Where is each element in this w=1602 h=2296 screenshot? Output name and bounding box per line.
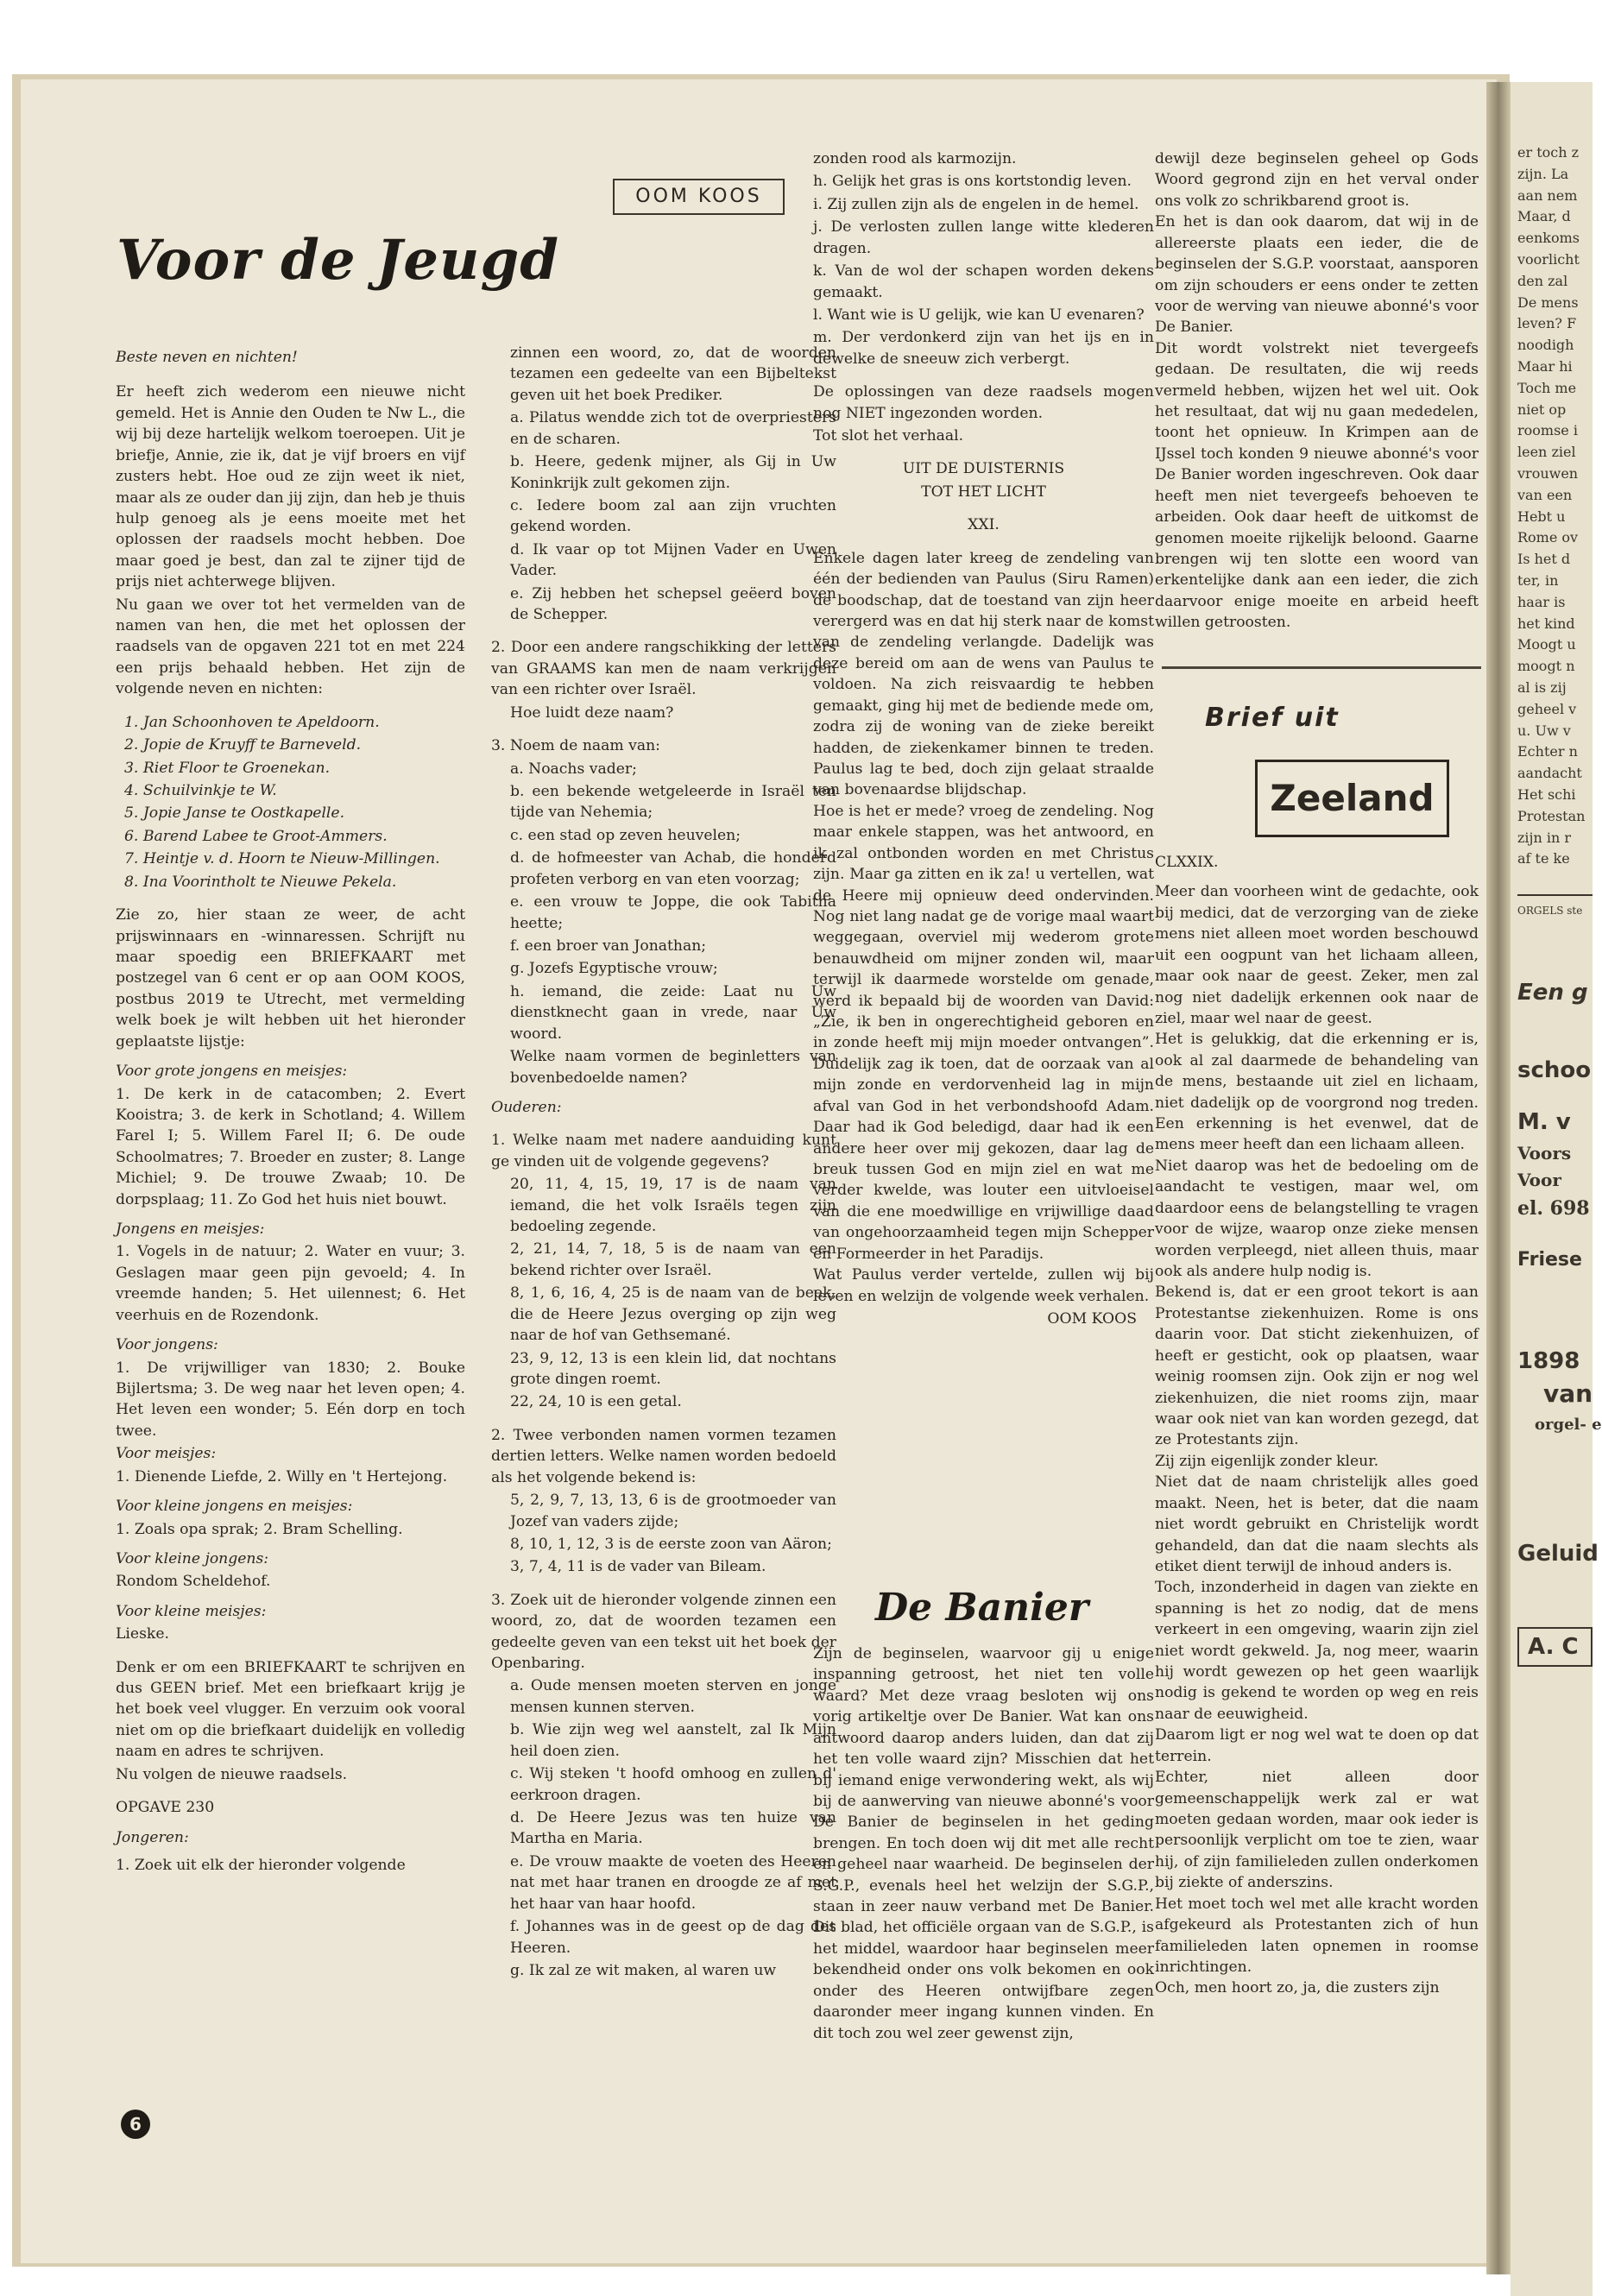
adjacent-line: zijn in r xyxy=(1517,829,1572,846)
sentence-item: c. Iedere boom zal aan zijn vruchten gekend worden. xyxy=(510,496,836,536)
ad-text: Voor xyxy=(1517,1169,1561,1190)
sentence-item: k. Van de wol der schapen worden dekens gemaakt. xyxy=(813,262,1154,301)
question-1-cont: zinnen een woord, zo, dat de woorden tezamen een gedeelte van een Bijbeltekst geven uit het boek Prediker. xyxy=(510,344,836,404)
sentence-item: a. Oude mensen moeten sterven en jonge mensen kunnen sterven. xyxy=(510,1677,836,1716)
sentence-item: g. Ik zal ze wit maken, al waren uw xyxy=(510,1961,777,1979)
name-item: f. een broer van Jonathan; xyxy=(510,937,707,955)
adjacent-line: moogt n xyxy=(1517,658,1575,675)
story-chapter: XXI. xyxy=(968,516,1000,534)
zeeland-title: Zeeland xyxy=(1255,760,1449,837)
adjacent-line: Is het d xyxy=(1517,551,1571,568)
adjacent-line: leen ziel xyxy=(1517,444,1576,461)
ouderen-question-2: 2. Twee verbonden namen vormen tezamen dertien letters. Welke namen worden bedoeld als het volgende bekend is: xyxy=(491,1426,836,1486)
question-2-q: Hoe luidt deze naam? xyxy=(510,703,674,722)
riddle-continued-items xyxy=(813,148,1154,369)
ad-text: Voors xyxy=(1517,1142,1572,1164)
winner-item: 6. Barend Labee te Groot-Ammers. xyxy=(124,827,388,845)
question-3-items xyxy=(491,759,836,1088)
jongeren-heading: Jongeren: xyxy=(116,1828,189,1846)
adjacent-line: Moogt u xyxy=(1517,636,1576,653)
clue-item: 5, 2, 9, 7, 13, 13, 6 is de grootmoeder van Jozef van vaders zijde; xyxy=(510,1492,836,1530)
ad-text: Een g xyxy=(1517,979,1588,1006)
clue-item: 8, 10, 1, 12, 3 is de eerste zoon van Aäron; xyxy=(510,1535,832,1553)
question-1-start: 1. Zoek uit elk der hieronder volgende xyxy=(116,1857,406,1874)
question-2: 2. Door een andere rangschikking der letters van GRAAMS kan men de naam verkrijgen van een richter over Israël. xyxy=(491,639,836,699)
ad-text: ORGELS ste xyxy=(1517,905,1583,918)
question-1-items xyxy=(491,407,836,625)
name-item: c. een stad op zeven heuvelen; xyxy=(510,826,741,844)
sentence-item: c. Wij steken 't hoofd omhoog en zullen d' eerkroon dragen. xyxy=(510,1765,836,1804)
section-label: OOM KOOS xyxy=(613,179,785,215)
sentence-item: b. Heere, gedenk mijner, als Gij in Uw Koninkrijk zult gekomen zijn. xyxy=(510,453,836,492)
name-item: h. iemand, die zeide: Laat nu Uw dienstknecht gaan in vrede, naar Uw woord. xyxy=(510,982,836,1043)
winner-item: 4. Schuilvinkje te W. xyxy=(124,782,277,800)
winner-item: 7. Heintje v. d. Hoorn te Nieuw-Millingen. xyxy=(124,850,440,868)
sentence-item: d. De Heere Jezus was ten huize van Martha en Maria. xyxy=(510,1809,836,1848)
category-books: Lieske. xyxy=(116,1625,169,1643)
winners-intro: Nu gaan we over tot het vermelden van de namen van hen, die met het oplossen der raadsels van de opgaven 221 tot en met 224 een prijs behaald hebben. Het zijn de volgende neven en nichten: xyxy=(116,596,465,698)
ouderen-heading: Ouderen: xyxy=(491,1098,562,1116)
adjacent-line: aan nem xyxy=(1517,186,1578,204)
story-text: Enkele dagen later kreeg de zendeling van één der bedienden van Paulus (Siru Ramen) de boodschap, dat de toestand van zijn heer verergerd was en dat hij sterk naar de komst van de zendeling verlangde. Dadelijk was deze bereid om aan de wens van Paulus te voldoen. Na zich reisvaardig te hebben gemaakt, ging hij met de bediende mede om, zodra zij de woning van de zieke bereikt hadden, de ziekenkamer binnen te treden. Paulus lag te bed, doch zijn gelaat straalde van bovenaardse blijdschap. Hoe is het er mede? vroeg de zendeling. Nog maar enkele stappen, was het antwoord, en ik zal ontbonden worden en met Christus zijn. Maar ga zitten en ik za! u vertellen, wat de Heere mij opnieuw deed ondervinden. Nog niet lang nadat ge de vorige maal waart weggegaan, overviel mij wederom grote benauwdheid om mijner zonden wil, maar terwijl ik daarmede worstelde om genade, werd ik bepaald bij de woorden van David: „Zie, ik ben in ongerechtigheid geboren en in zonde heeft mij mijn moeder ontvangen”. Duidelijk zag ik toen, dat de oorzaak van al mijn zonde en verdorvenheid lag in mijn afval van God in het verbondshoofd Adam. Daar had ik God beledigd, daar had ik een andere heer over mij gekozen, daar lag de breuk tussen God en mijn ziel en wat me verder kwelde, was louter een uitvloeisel van die ene moedwillige en vrijwillige daad van ongehoorzaamheid tegen mijn Schepper en Formeerder in het Paradijs. Wat Paulus verder vertelde, zullen wij bij leven en welzijn de volgende week verhalen. xyxy=(813,549,1154,1305)
winner-item: 3. Riet Floor te Groenekan. xyxy=(124,759,331,777)
adjacent-line: af te ke xyxy=(1517,850,1570,867)
intro-paragraph: Er heeft zich wederom een nieuwe nicht gemeld. Het is Annie den Ouden te Nw L., die wij bij deze hartelijk welkom toeroepen. Uit je briefje, Annie, zie ik, dat je vijf broers en vijf zusters hebt. Hoe oud ze zijn weet ik niet, maar als ze ouder dan jij zijn, dan heb je thuis hulp genoeg als je eens moeite met het oplossen der raadsels mocht hebben. Doe maar goed je best, dan zal te zijner tijd de prijs niet achterwege blijven. xyxy=(116,383,465,591)
ad-text: Friese xyxy=(1517,1248,1582,1271)
adjacent-line: Echter n xyxy=(1517,743,1578,760)
zeeland-article xyxy=(1155,852,1479,2001)
book-spine xyxy=(1486,82,1511,2274)
category-books: 1. De vrijwilliger van 1830; 2. Bouke Bijlertsma; 3. De weg naar het leven open; 4. Het leven een wonder; 5. Eén dorp en toch twee. xyxy=(116,1359,465,1440)
story-intro: Tot slot het verhaal. xyxy=(813,427,964,445)
category-title: Jongens en meisjes: xyxy=(116,1221,265,1239)
adjacent-line: eenkoms xyxy=(1517,230,1580,247)
ouderen-question-3-items xyxy=(491,1675,836,1981)
adjacent-line: vrouwen xyxy=(1517,464,1579,482)
name-item: b. een bekende wetgeleerde in Israël ten tijde van Nehemia; xyxy=(510,783,836,822)
winner-item: 8. Ina Voorintholt te Nieuwe Pekela. xyxy=(124,873,397,891)
banier-continued: dewijl deze beginselen geheel op Gods Woord gegrond zijn en het verval onder ons volk zo schrikbarend groot is. En het is dan ook daarom, dat wij in de allereerste plaats een ieder, die de beginselen der S.G.P. voorstaat, aansporen om zijn schouders er eens onder te zetten voor de werving van nieuwe abonné's voor De Banier. Dit wordt volstrekt niet tevergeefs gedaan. De resultaten, die wij reeds vermeld hebben, wijzen het wel uit. Ook het resultaat, dat wij nu gaan mededelen, toont het opnieuw. In Krimpen aan de IJssel toch konden 9 nieuwe abonné's voor De Banier worden ingeschreven. Ook daar heeft men niet tevergeefs behoeven te arbeiden. Ook daar heeft de uitkomst de genomen moeite rijkelijk beloond. Gaarne brengen wij ten slotte een woord van erkentelijke dank aan een ieder, die zich daarvoor enige moeite en arbeid heeft willen getroosten. xyxy=(1155,150,1479,632)
adjacent-line: u. Uw v xyxy=(1517,722,1571,739)
ad-text: van xyxy=(1543,1378,1593,1408)
divider-rule xyxy=(1162,666,1481,669)
category-title: Voor kleine jongens: xyxy=(116,1549,269,1567)
winner-item: 2. Jopie de Kruyff te Barneveld. xyxy=(124,736,362,754)
adjacent-ads xyxy=(1517,894,1602,1667)
banier-title: De Banier xyxy=(875,1586,1089,1630)
adjacent-line: Maar hi xyxy=(1517,357,1573,375)
adjacent-line: Protestan xyxy=(1517,807,1586,824)
salutation: Beste neven en nichten! xyxy=(116,349,298,366)
sentence-item: zonden rood als karmozijn. xyxy=(813,150,1017,167)
article-number: CLXXIX. xyxy=(1155,854,1219,871)
story-signature: OOM KOOS xyxy=(1047,1309,1137,1328)
sentence-item: f. Johannes was in de geest op de dag des Heeren. xyxy=(510,1918,836,1957)
clue-item: 23, 9, 12, 13 is een klein lid, dat nochtans grote dingen roemt. xyxy=(510,1349,836,1388)
category-title: Voor meisjes: xyxy=(116,1445,217,1463)
ad-text: Geluid xyxy=(1517,1540,1599,1567)
ouderen-question-2-items xyxy=(491,1490,836,1578)
category-books: 1. Zoals opa sprak; 2. Bram Schelling. xyxy=(116,1520,403,1538)
winners-outro: Zie zo, hier staan ze weer, de acht prijswinnaars en -winnaressen. Schrijft nu maar spoedig een BRIEFKAART met postzegel van 6 cent er op aan OOM KOOS, postbus 2019 te Utrecht, met vermelding welk boek je wilt hebben uit het hieronder geplaatste lijstje: xyxy=(116,906,465,1050)
banier-text: Zijn de beginselen, waarvoor gij u enige inspanning getroost, het niet ten volle waard? Met deze vraag besloten wij ons vorig artikeltje over De Banier. Wat kan ons antwoord daarop anders luiden, dan dat zij het ten volle waard zijn? Misschien dat het bij iemand enige verwondering wekt, als wij bij de aanwerving van nieuwe abonné's voor De Banier de beginselen in het geding brengen. En toch doen wij dit met alle recht en geheel naar waarheid. De beginselen der S.G.P., evenals heel het welzijn der S.G.P., staan in zeer nauw verband met De Banier. Dit blad, het officiële orgaan van de S.G.P., is het middel, waardoor haar beginselen meer bekendheid onder ons volk bekomen en ook onder des Heeren ontwijfbare zegen daaronder meer ingang kunnen vinden. En dit toch zou wel zeer gewenst zijn, xyxy=(813,1645,1154,2042)
sentence-item: a. Pilatus wendde zich tot de overpriesters en de scharen. xyxy=(510,409,836,448)
adjacent-text xyxy=(1511,82,1602,1667)
solutions-note: De oplossingen van deze raadsels mogen nog NIET ingezonden worden. xyxy=(813,383,1154,422)
adjacent-page xyxy=(1511,82,1602,2296)
question-3: 3. Noem de naam van: xyxy=(491,737,660,755)
clue-item: 2, 21, 14, 7, 18, 5 is de naam van een bekend richter over Israël. xyxy=(510,1240,836,1279)
adjacent-line: geheel v xyxy=(1517,700,1577,717)
adjacent-line: Rome ov xyxy=(1517,529,1579,546)
adjacent-line: het kind xyxy=(1517,615,1575,632)
adjacent-line: leven? F xyxy=(1517,315,1577,332)
sentence-item: l. Want wie is U gelijk, wie kan U evenaren? xyxy=(813,306,1145,324)
clue-item: 3, 7, 4, 11 is de vader van Bileam. xyxy=(510,1558,766,1576)
category-title: Voor grote jongens en meisjes: xyxy=(116,1063,348,1081)
ad-text: orgel- e xyxy=(1535,1415,1602,1434)
sentence-item: e. Zij hebben het schepsel geëerd boven de Schepper. xyxy=(510,584,836,624)
sentence-item: b. Wie zijn weg wel aanstelt, zal Ik Mijn heil doen zien. xyxy=(510,1721,836,1760)
reminder-paragraph: Denk er om een BRIEFKAART te schrijven en dus GEEN brief. Met een briefkaart krijg je het boek veel vlugger. En verzuim ook vooral niet om op die briefkaart duidelijk en volledig naam en adres te schrijven. xyxy=(116,1658,465,1761)
name-item: a. Noachs vader; xyxy=(510,760,637,778)
ad-text: 1898 xyxy=(1517,1347,1580,1374)
winner-item: 1. Jan Schoonhoven te Apeldoorn. xyxy=(124,713,380,731)
sentence-item: m. Der verdonkerd zijn van het ijs en in dewelke de sneeuw zich verbergt. xyxy=(813,329,1154,368)
name-item: g. Jozefs Egyptische vrouw; xyxy=(510,960,718,978)
adjacent-line: er toch z xyxy=(1517,144,1580,161)
adjacent-line: al is zij xyxy=(1517,678,1567,696)
adjacent-line: noodigh xyxy=(1517,337,1574,354)
clue-item: 20, 11, 4, 15, 19, 17 is de naam van iemand, die het volk Israëls tegen zijn bedoeling zegende. xyxy=(510,1176,836,1236)
zeeland-text: Meer dan voorheen wint de gedachte, ook bij medici, dat de verzorging van de zieke mens niet alleen moet worden beschouwd uit een oogpunt van het lichaam alleen, maar ook naar de geest. Zeker, men zal nog niet dadelijk erkennen ook naar de ziel, maar wel naar de geest. Het is gelukkig, dat die erkenning er is, ook al zal daarmede de behandeling van de mens, bestaande uit ziel en lichaam, niet dadelijk op de voorgrond nog treden. Een erkenning is het evenwel, dat de mens meer heeft dan een lichaam alleen. Niet daarop was het de bedoeling om de aandacht te vestigen, maar wel, om daardoor eens de belangstelling te vragen voor de wijze, waarop onze zieke mensen worden verpleegd, niet alleen thuis, maar ook als andere hulp nodig is. Bekend is, dat er een groot tekort is aan Protestantse ziekenhuizen. Rome is ons daarin voor. Dat sticht ziekenhuizen, of heeft er gesticht, ook op plaatsen, waar weinig roomsen zijn. Ook zijn er nog wel ziekenhuizen, die niet rooms zijn, maar waar ook niet van kan worden gezegd, dat ze Protestants zijn. Zij zijn eigenlijk zonder kleur. Niet dat de naam christelijk alles goed maakt. Neen, het is beter, dat die naam niet wordt gebruikt en Christelijk wordt gehandeld, dan dat die naam slechts als etiket dient terwijl de inhoud anders is. Toch, inzonderheid in dagen van ziekte en spanning is het zo nodig, dat de mens verkeert in een omgeving, waarin zijn ziel niet wordt gekweld. Ja, nog meer, waarin hij wordt gewezen op het geen waarlijk nodig is gekend te worden op weg en reis naar de eeuwigheid. Daarom ligt er nog wel wat te doen op dat terrein. Echter, niet alleen door gemeenschappelijk werk zal er wat moeten gedaan worden, maar ook ieder is persoonlijk verplicht om toe te zien, waar hij, of zijn familieleden zullen onderkomen bij ziekte of anderszins. Het moet toch wel met alle kracht worden afgekeurd als Protestanten zich of hun familieleden laten opnemen in roomse inrichtingen. Och, men hoort zo, ja, die zusters zijn xyxy=(1155,883,1479,1997)
ad-text: M. v xyxy=(1517,1108,1571,1135)
column-1 xyxy=(116,347,465,1877)
ad-text: el. 698 xyxy=(1517,1196,1590,1220)
page-number: 6 xyxy=(121,2110,150,2139)
category-title: Voor kleine jongens en meisjes: xyxy=(116,1498,353,1516)
winners-list xyxy=(124,712,465,893)
winner-item: 5. Jopie Janse te Oostkapelle. xyxy=(124,804,345,823)
category-title: Voor kleine meisjes: xyxy=(116,1602,267,1620)
ouderen-question-1: 1. Welke naam met nadere aanduiding kunt ge vinden uit de volgende gegevens? xyxy=(491,1132,836,1170)
adjacent-line: voorlicht xyxy=(1517,250,1580,268)
ouderen-question-1-items xyxy=(491,1174,836,1413)
adjacent-line: niet op xyxy=(1517,401,1567,418)
sentence-item: d. Ik vaar op tot Mijnen Vader en Uwen Vader. xyxy=(510,540,836,580)
banier-article xyxy=(813,1643,1154,2046)
column-2 xyxy=(491,343,836,1983)
ad-text: schoo xyxy=(1517,1057,1592,1083)
category-title: Voor jongens: xyxy=(116,1336,218,1354)
newspaper-page xyxy=(21,79,1497,2263)
page-title: Voor de Jeugd xyxy=(117,228,559,293)
column-4 xyxy=(1155,148,1479,635)
sentence-item: i. Zij zullen zijn als de engelen in de hemel. xyxy=(813,195,1139,213)
brief-uit-title: Brief uit xyxy=(1205,703,1340,733)
name-item: d. de hofmeester van Achab, die honderd profeten verborg en van eten voorzag; xyxy=(510,849,836,888)
opgave-heading: OPGAVE 230 xyxy=(116,1799,215,1817)
sentence-item: e. De vrouw maakte de voeten des Heeren nat met haar tranen en droogde ze af met het haar van haar hoofd. xyxy=(510,1852,836,1913)
clue-item: 8, 1, 6, 16, 4, 25 is de naam van de beek, die de Heere Jezus overging op zijn weg naar de hof van Gethsemané. xyxy=(510,1284,836,1345)
adjacent-line: Het schi xyxy=(1517,785,1576,803)
adjacent-line: Hebt u xyxy=(1517,508,1566,525)
next-riddles: Nu volgen de nieuwe raadsels. xyxy=(116,1765,348,1783)
category-books: 1. Vogels in de natuur; 2. Water en vuur; 3. Geslagen maar geen pijn gevoeld; 4. In vreemde handen; 5. Het uilennest; 6. Het veerhuis en de Rozendonk. xyxy=(116,1243,465,1324)
adjacent-line: aandacht xyxy=(1517,765,1582,782)
adjacent-line: ter, in xyxy=(1517,571,1559,589)
adjacent-line: zijn. La xyxy=(1517,165,1569,182)
name-item: e. een vrouw te Joppe, die ook Tabitha heette; xyxy=(510,893,836,932)
adjacent-line: haar is xyxy=(1517,593,1566,610)
question-3-q: Welke naam vormen de beginletters van bovenbedoelde namen? xyxy=(510,1048,836,1087)
adjacent-line: van een xyxy=(1517,486,1573,503)
ouderen-question-3: 3. Zoek uit de hieronder volgende zinnen een woord, zo, dat de woorden tezamen een gedeelte geven van een tekst uit het boek der Openbaring. xyxy=(491,1591,836,1673)
clue-item: 22, 24, 10 is een getal. xyxy=(510,1393,682,1411)
column-3 xyxy=(813,148,1154,1331)
adjacent-line: De mens xyxy=(1517,293,1579,311)
story-title-line-2: TOT HET LICHT xyxy=(921,483,1046,501)
ad-text: A. C xyxy=(1517,1627,1593,1667)
category-books: 1. De kerk in de catacomben; 2. Evert Kooistra; 3. de kerk in Schotland; 4. Willem Farel I; 5. Willem Farel II; 6. De oude Schoolmatres; 7. Broeder en zuster; 8. Lange Michiel; 9. De trouwe Zwaab; 10. De dorpsplaag; 11. Zo God het huis niet bouwt. xyxy=(116,1085,465,1208)
sentence-item: h. Gelijk het gras is ons kortstondig leven. xyxy=(813,173,1132,191)
category-books: 1. Dienende Liefde, 2. Willy en 't Hertejong. xyxy=(116,1467,448,1485)
sentence-item: j. De verlosten zullen lange witte klederen dragen. xyxy=(813,218,1154,257)
adjacent-line: Maar, d xyxy=(1517,208,1571,225)
adjacent-line: den zal xyxy=(1517,272,1568,289)
category-books: Rondom Scheldehof. xyxy=(116,1573,271,1591)
story-title-line-1: UIT DE DUISTERNIS xyxy=(902,460,1065,478)
adjacent-line: roomse i xyxy=(1517,422,1578,439)
adjacent-line: Toch me xyxy=(1517,379,1577,396)
